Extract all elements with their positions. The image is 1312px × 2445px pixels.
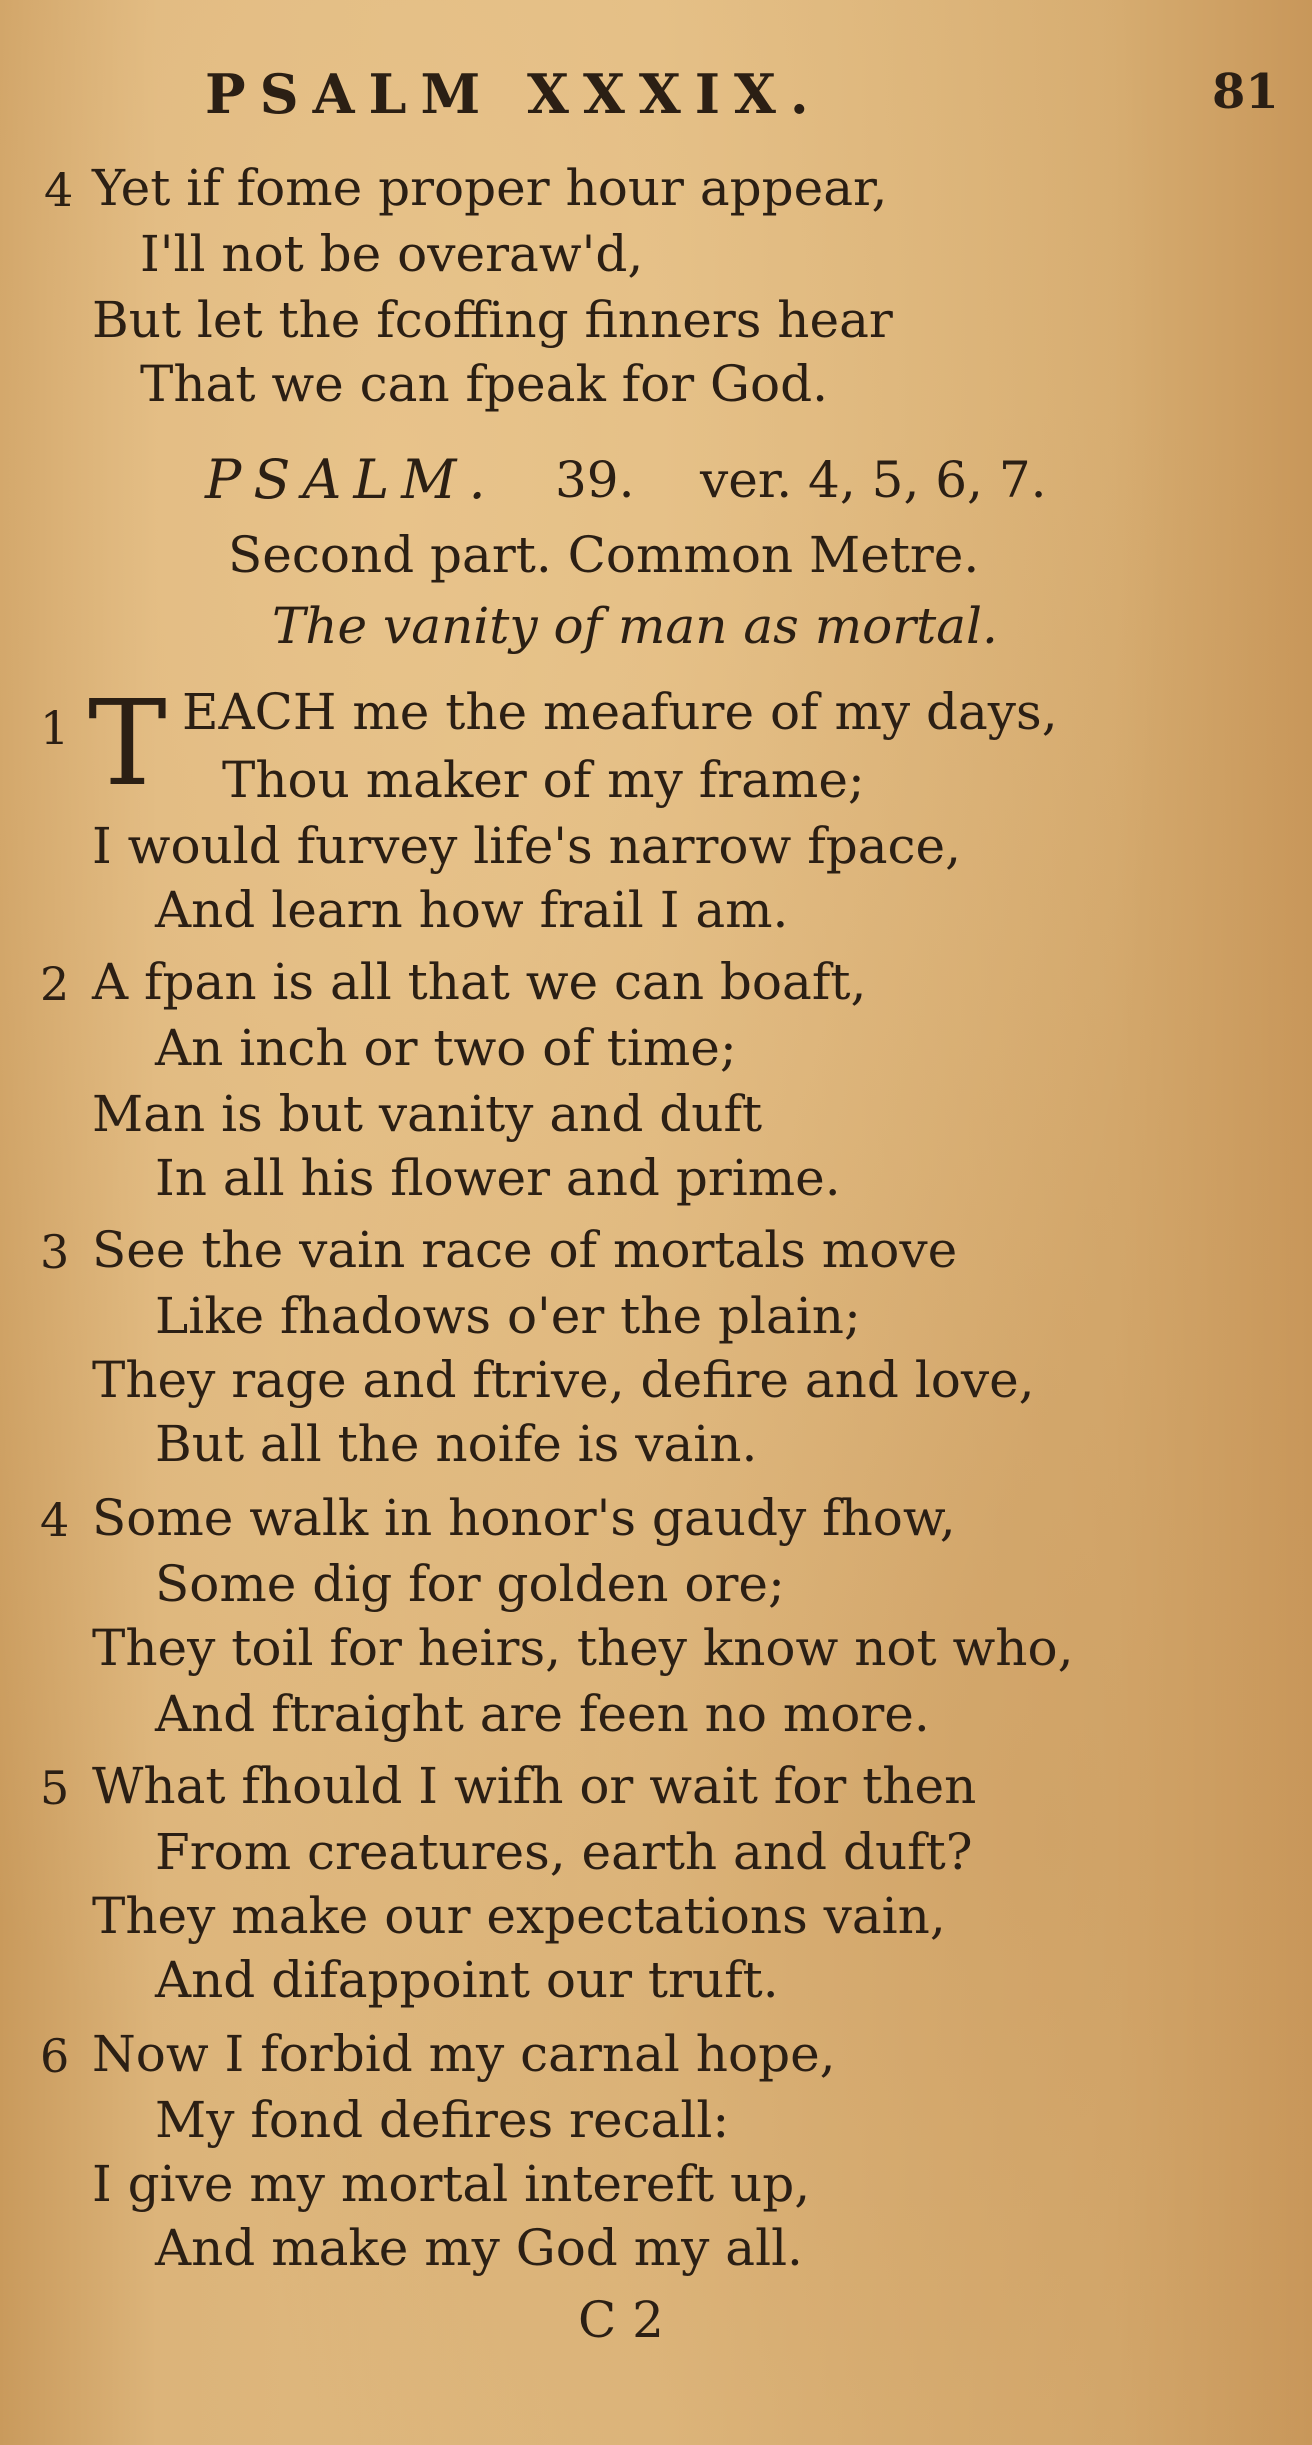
verse-line: Man is but vanity and duft bbox=[92, 1085, 763, 1143]
verse-line: They toil for heirs, they know not who, bbox=[92, 1619, 1074, 1677]
verse-line: And learn how frail I am. bbox=[155, 881, 789, 939]
verse-line: But all the noife is vain. bbox=[155, 1415, 758, 1473]
psalm-subtitle: Second part. Common Metre. bbox=[228, 526, 980, 584]
verse-line: I give my mortal intereft up, bbox=[92, 2155, 811, 2213]
psalm-theme: The vanity of man as mortal. bbox=[272, 597, 998, 655]
verse-line: What fhould I wifh or wait for then bbox=[92, 1757, 977, 1815]
verse-number: 4 bbox=[40, 1493, 70, 1547]
verse-line: Thou maker of my frame; bbox=[222, 751, 865, 809]
psalm-title: PSALM. bbox=[205, 448, 498, 511]
verse-line: An inch or two of time; bbox=[155, 1019, 737, 1077]
psalm-verses: ver. 4, 5, 6, 7. bbox=[700, 451, 1047, 509]
running-header-title: PSALM XXXIX. bbox=[205, 62, 823, 126]
drop-cap: T bbox=[88, 674, 167, 812]
verse-line: Some dig for golden ore; bbox=[155, 1555, 785, 1613]
verse-number: 1 bbox=[40, 701, 70, 755]
page-number: 81 bbox=[1212, 64, 1279, 120]
verse-line: And difappoint our truft. bbox=[155, 1951, 779, 2009]
verse-number: 5 bbox=[40, 1761, 70, 1815]
verse-line: From creatures, earth and duft? bbox=[155, 1823, 973, 1881]
verse-line: I would furvey life's narrow fpace, bbox=[92, 817, 962, 875]
verse-line: And make my God my all. bbox=[155, 2219, 803, 2277]
verse-line: EACH me the meafure of my days, bbox=[182, 683, 1058, 741]
verse-line: I'll not be overaw'd, bbox=[140, 225, 644, 283]
verse-line: Some walk in honor's gaudy fhow, bbox=[92, 1489, 956, 1547]
verse-line: Now I forbid my carnal hope, bbox=[92, 2025, 836, 2083]
verse-line: And ftraight are feen no more. bbox=[155, 1685, 930, 1743]
verse-line: Like fhadows o'er the plain; bbox=[155, 1287, 861, 1345]
verse-line: My fond defires recall: bbox=[155, 2091, 730, 2149]
verse-number: 3 bbox=[40, 1225, 70, 1279]
verse-line: But let the fcoffing finners hear bbox=[92, 291, 893, 349]
signature-mark: C 2 bbox=[578, 2291, 664, 2349]
verse-number: 4 bbox=[44, 163, 74, 217]
verse-number: 6 bbox=[40, 2029, 70, 2083]
verse-line: Yet if fome proper hour appear, bbox=[92, 159, 888, 217]
verse-line: A fpan is all that we can boaft, bbox=[92, 953, 867, 1011]
verse-number: 2 bbox=[40, 957, 70, 1011]
verse-line: In all his flower and prime. bbox=[155, 1149, 841, 1207]
verse-line: See the vain race of mortals move bbox=[92, 1221, 958, 1279]
verse-line: They rage and ftrive, defire and love, bbox=[92, 1351, 1035, 1409]
verse-line: That we can fpeak for God. bbox=[140, 355, 828, 413]
verse-line: They make our expectations vain, bbox=[92, 1887, 946, 1945]
psalm-number: 39. bbox=[555, 451, 635, 509]
